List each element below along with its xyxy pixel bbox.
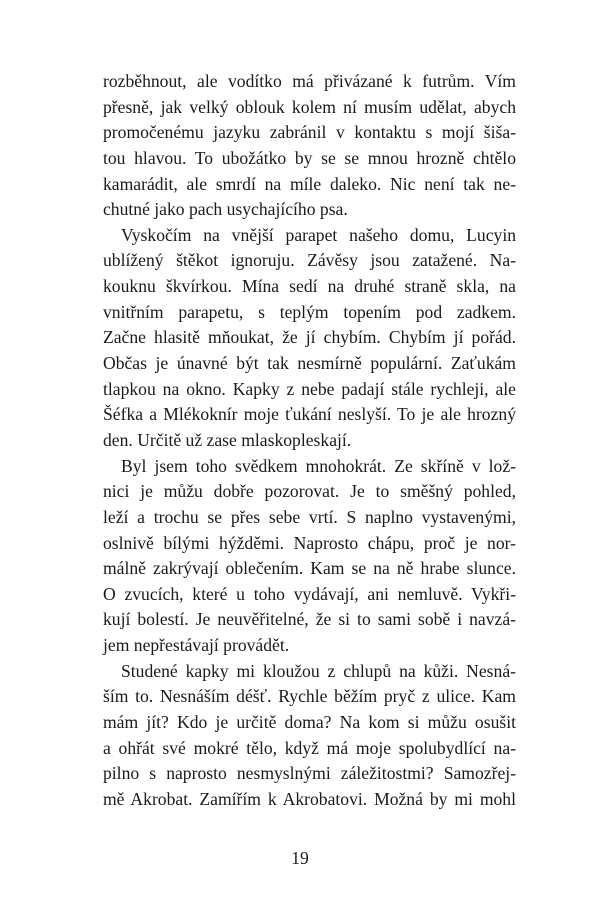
text-line: mě Akrobat. Zamířím k Akrobatovi. Možná by mi mohl xyxy=(103,788,516,809)
text-line: promočenému jazyku zabránil v kontaktu s mojí šiša- xyxy=(103,122,516,143)
text-line: den. Určitě už zase mlaskopleskají. xyxy=(103,429,352,450)
paragraph-3 xyxy=(103,454,516,659)
text-line: ublížený štěkot ignoruju. Závěsy jsou zatažené. Na- xyxy=(103,250,516,271)
text-line: Byl jsem toho svědkem mnohokrát. Ze skříně v lož- xyxy=(121,455,516,476)
text-line: přesně, jak velký oblouk kolem ní musím udělat, abych xyxy=(103,96,516,117)
paragraph-2 xyxy=(103,223,516,454)
text-line: Šéfka a Mlékoknír moje ťukání neslyší. To je ale hrozný xyxy=(103,404,516,425)
text-line: jem nepřestávají provádět. xyxy=(103,635,290,656)
text-line: málně zakrývají oblečením. Kam se na ně hrabe slunce. xyxy=(103,558,516,579)
text-line: Studené kapky mi kloužou z chlupů na kůži. Nesná- xyxy=(121,660,516,681)
text-line: leží a trochu se přes sebe vrtí. S naplno vystavenými, xyxy=(103,506,516,527)
body-text xyxy=(103,69,516,813)
text-line: pilno s naprosto nesmyslnými záležitostmi? Samozřej- xyxy=(103,763,516,784)
text-line: ším to. Nesnáším déšť. Rychle běžím pryč z ulice. Kam xyxy=(103,686,516,707)
text-line: Začne hlasitě mňoukat, že jí chybím. Chybím jí pořád. xyxy=(103,327,516,348)
text-line: kouknu škvírkou. Mína sedí na druhé straně skla, na xyxy=(103,276,516,297)
page-number: 19 xyxy=(291,848,309,868)
text-line: Občas je únavné být tak nesmírně populární. Zaťukám xyxy=(103,353,516,374)
text-line: rozběhnout, ale vodítko má přivázané k futrům. Vím xyxy=(103,71,516,91)
text-line: oslnivě bílými hýžděmi. Naprosto chápu, proč je nor- xyxy=(103,532,516,553)
text-line: chutné jako pach usychajícího psa. xyxy=(103,199,348,220)
text-line: tlapkou na okno. Kapky z nebe padají stále rychleji, ale xyxy=(103,378,516,399)
text-line: nici je můžu dobře pozorovat. Je to směšný pohled, xyxy=(103,481,516,502)
text-line: tou hlavou. To ubožátko by se se mnou hrozně chtělo xyxy=(103,147,516,168)
text-line: mám jít? Kdo je určitě doma? Na kom si můžu osušit xyxy=(103,712,516,733)
text-line: kují bolestí. Je neuvěřitelné, že si to sami sobě i navzá- xyxy=(103,609,516,630)
text-line: kamarádit, ale smrdí na míle daleko. Nic není tak ne- xyxy=(103,173,516,194)
text-line: Vyskočím na vnější parapet našeho domu, Lucyin xyxy=(121,224,516,245)
text-line: a ohřát své mokré tělo, když má moje spolubydlící na- xyxy=(103,737,516,758)
text-line: vnitřním parapetu, s teplým topením pod zadkem. xyxy=(103,301,516,322)
text-line: O zvucích, které u toho vydávají, ani nemluvě. Vykři- xyxy=(103,583,516,604)
paragraph-4 xyxy=(103,659,516,813)
paragraph-1 xyxy=(103,69,516,223)
